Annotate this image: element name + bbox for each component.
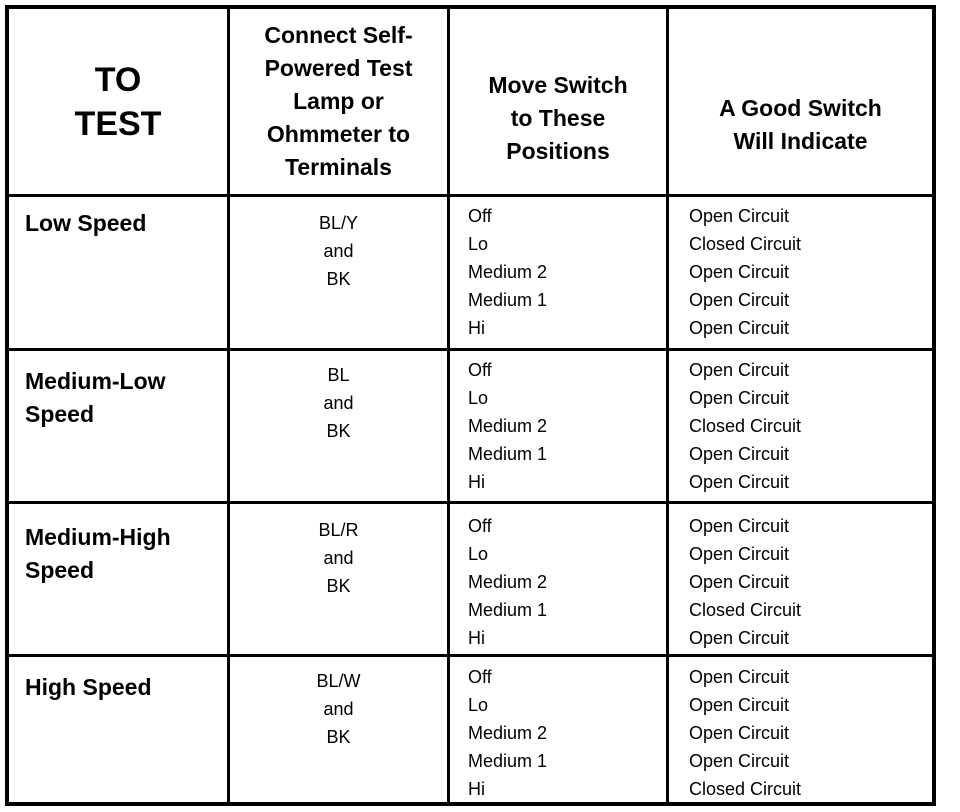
test-name-line: Low Speed	[25, 210, 147, 236]
switch-test-table	[5, 5, 936, 806]
header-line: A Good Switch	[719, 94, 882, 121]
position-item: Medium 1	[468, 444, 548, 464]
row-terminals	[230, 667, 447, 751]
indication-item: Open Circuit	[689, 544, 790, 564]
row-indications	[689, 202, 801, 342]
indication-item: Open Circuit	[689, 444, 790, 464]
indication-item: Open Circuit	[689, 572, 790, 592]
position-item: Hi	[468, 628, 485, 648]
indication-item: Open Circuit	[689, 318, 790, 338]
position-item: Medium 2	[468, 572, 548, 592]
row-terminals	[230, 361, 447, 445]
header-line: Move Switch	[488, 72, 628, 98]
indication-item: Open Circuit	[689, 516, 790, 536]
header-connect-terminals	[230, 9, 447, 194]
row-positions	[468, 202, 547, 342]
test-name-line: Speed	[25, 557, 95, 583]
row-divider	[9, 501, 932, 504]
terminal-line: BL/W	[316, 671, 361, 691]
indication-item: Open Circuit	[689, 206, 790, 226]
position-item: Hi	[468, 472, 485, 492]
terminal-line: BK	[326, 269, 351, 289]
position-item: Lo	[468, 695, 489, 715]
indication-item: Open Circuit	[689, 628, 790, 648]
indication-item: Closed Circuit	[689, 234, 802, 254]
position-item: Lo	[468, 234, 489, 254]
header-line: Ohmmeter to	[266, 121, 411, 147]
terminal-line: BL/R	[318, 520, 359, 540]
indication-item: Closed Circuit	[689, 600, 802, 620]
header-line: Positions	[506, 138, 610, 164]
test-name-line: Speed	[25, 401, 95, 427]
indication-item: Closed Circuit	[689, 416, 802, 436]
terminal-line: BL/Y	[318, 213, 359, 233]
header-line: Connect Self-	[264, 22, 413, 48]
header-line: Terminals	[285, 154, 392, 180]
row-indications	[689, 512, 801, 652]
position-item: Lo	[468, 388, 489, 408]
indication-item: Open Circuit	[689, 290, 790, 310]
terminal-line: and	[323, 699, 354, 719]
row-test-name	[9, 365, 227, 431]
terminal-line: BL	[327, 365, 350, 385]
position-item: Off	[468, 667, 492, 687]
position-item: Off	[468, 516, 492, 536]
header-move-switch	[450, 9, 666, 194]
indication-item: Open Circuit	[689, 751, 790, 771]
row-test-name	[9, 207, 227, 240]
test-name-line: High Speed	[25, 674, 152, 700]
header-line: Lamp or	[293, 88, 384, 114]
position-item: Lo	[468, 544, 489, 564]
header-line: to These	[510, 105, 606, 131]
indication-item: Open Circuit	[689, 388, 790, 408]
indication-item: Open Circuit	[689, 360, 790, 380]
position-item: Medium 1	[468, 751, 548, 771]
terminal-line: and	[323, 548, 354, 568]
header-line: TO	[94, 60, 142, 99]
row-terminals	[230, 209, 447, 293]
indication-item: Open Circuit	[689, 723, 790, 743]
row-terminals	[230, 516, 447, 600]
terminal-line: and	[323, 393, 354, 413]
header-to-test	[9, 9, 227, 194]
header-line: Will Indicate	[733, 127, 868, 154]
position-item: Medium 1	[468, 600, 548, 620]
position-item: Medium 1	[468, 290, 548, 310]
terminal-line: and	[323, 241, 354, 261]
test-name-line: Medium-Low	[25, 368, 166, 394]
indication-item: Open Circuit	[689, 472, 790, 492]
test-name-line: Medium-High	[25, 524, 171, 550]
position-item: Off	[468, 360, 492, 380]
row-indications	[689, 356, 801, 496]
indication-item: Closed Circuit	[689, 779, 802, 799]
position-item: Hi	[468, 779, 485, 799]
row-divider	[9, 654, 932, 657]
row-positions	[468, 356, 547, 496]
row-positions	[468, 663, 547, 803]
position-item: Medium 2	[468, 262, 548, 282]
row-test-name	[9, 521, 227, 587]
row-indications	[689, 663, 801, 803]
header-line: TEST	[74, 104, 162, 143]
position-item: Off	[468, 206, 492, 226]
position-item: Medium 2	[468, 723, 548, 743]
row-positions	[468, 512, 547, 652]
indication-item: Open Circuit	[689, 667, 790, 687]
terminal-line: BK	[326, 421, 351, 441]
header-good-switch	[669, 9, 932, 194]
terminal-line: BK	[326, 576, 351, 596]
position-item: Hi	[468, 318, 485, 338]
row-divider	[9, 348, 932, 351]
position-item: Medium 2	[468, 416, 548, 436]
row-test-name	[9, 671, 227, 704]
row-divider	[9, 194, 932, 197]
terminal-line: BK	[326, 727, 351, 747]
indication-item: Open Circuit	[689, 695, 790, 715]
indication-item: Open Circuit	[689, 262, 790, 282]
header-line: Powered Test	[264, 55, 413, 81]
